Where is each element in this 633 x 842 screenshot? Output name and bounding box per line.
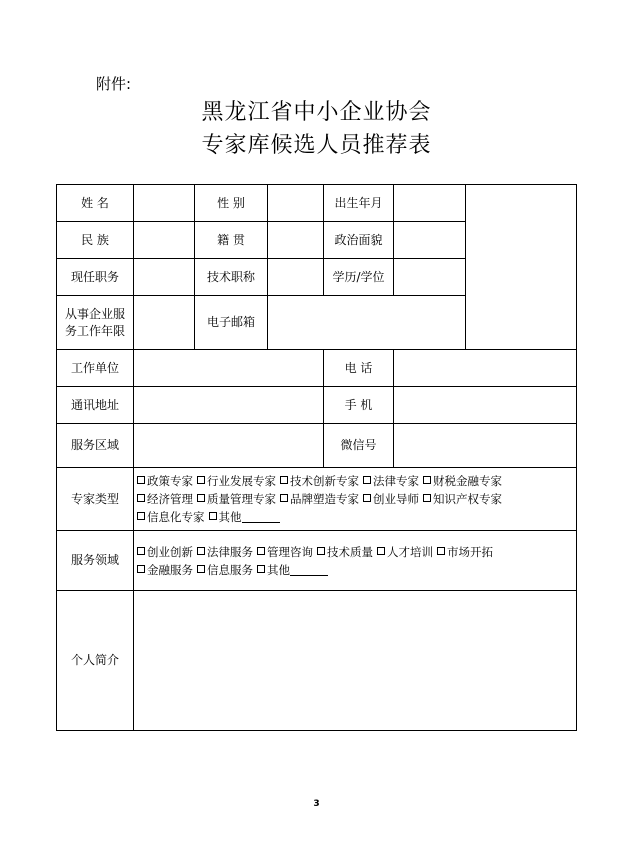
checkbox-icon[interactable]	[363, 494, 371, 502]
expert-type-option[interactable]: 品牌塑造专家	[280, 490, 359, 508]
expert-type-option[interactable]: 财税金融专家	[423, 472, 502, 490]
expert-type-option[interactable]: 信息化专家	[137, 508, 205, 526]
checkbox-icon[interactable]	[280, 494, 288, 502]
expert-type-option[interactable]: 经济管理	[137, 490, 193, 508]
service-years-label: 从事企业服务工作年限	[57, 296, 134, 350]
service-field-label: 服务领域	[57, 531, 134, 591]
other-blank[interactable]	[290, 564, 328, 576]
checkbox-icon[interactable]	[197, 565, 205, 573]
checkbox-icon[interactable]	[209, 512, 217, 520]
gender-field[interactable]	[268, 185, 324, 222]
service-field-option[interactable]: 创业创新	[137, 543, 193, 561]
expert-type-option[interactable]: 知识产权专家	[423, 490, 502, 508]
expert-type-options	[134, 468, 577, 531]
native-place-field[interactable]	[268, 222, 324, 259]
region-field[interactable]	[134, 424, 324, 468]
phone-label: 电 话	[324, 350, 394, 387]
position-field[interactable]	[134, 259, 195, 296]
political-field[interactable]	[394, 222, 466, 259]
profile-field[interactable]	[134, 591, 577, 731]
political-label: 政治面貌	[324, 222, 394, 259]
region-label: 服务区域	[57, 424, 134, 468]
expert-type-option[interactable]: 创业导师	[363, 490, 419, 508]
checkbox-icon[interactable]	[137, 512, 145, 520]
checkbox-icon[interactable]	[197, 547, 205, 555]
form-title-line1: 黑龙江省中小企业协会	[201, 100, 432, 125]
expert-type-option[interactable]: 质量管理专家	[197, 490, 276, 508]
native-place-label: 籍 贯	[195, 222, 268, 259]
birth-field[interactable]	[394, 185, 466, 222]
checkbox-icon[interactable]	[137, 547, 145, 555]
service-field-option[interactable]: 法律服务	[197, 543, 253, 561]
checkbox-icon[interactable]	[437, 547, 445, 555]
wechat-field[interactable]	[394, 424, 577, 468]
form-title-line2: 专家库候选人员推荐表	[201, 133, 432, 158]
email-label: 电子邮箱	[195, 296, 268, 350]
expert-type-label: 专家类型	[57, 468, 134, 531]
checkbox-icon[interactable]	[423, 494, 431, 502]
checkbox-icon[interactable]	[197, 494, 205, 502]
checkbox-icon[interactable]	[137, 565, 145, 573]
tech-title-label: 技术职称	[195, 259, 268, 296]
ethnicity-label: 民 族	[57, 222, 134, 259]
position-label: 现任职务	[57, 259, 134, 296]
mobile-field[interactable]	[394, 387, 577, 424]
photo-area[interactable]	[466, 185, 577, 350]
checkbox-icon[interactable]	[363, 476, 371, 484]
email-field[interactable]	[268, 296, 466, 350]
recommendation-form	[56, 184, 577, 731]
service-field-option[interactable]: 技术质量	[317, 543, 373, 561]
service-field-option[interactable]: 其他	[257, 561, 328, 579]
checkbox-icon[interactable]	[280, 476, 288, 484]
checkbox-icon[interactable]	[257, 547, 265, 555]
checkbox-icon[interactable]	[423, 476, 431, 484]
service-field-options	[134, 531, 577, 591]
wechat-label: 微信号	[324, 424, 394, 468]
phone-field[interactable]	[394, 350, 577, 387]
page-number: 3	[313, 799, 320, 809]
employer-label: 工作单位	[57, 350, 134, 387]
expert-type-option[interactable]: 政策专家	[137, 472, 193, 490]
checkbox-icon[interactable]	[137, 476, 145, 484]
checkbox-icon[interactable]	[197, 476, 205, 484]
ethnicity-field[interactable]	[134, 222, 195, 259]
service-field-option[interactable]: 市场开拓	[437, 543, 493, 561]
birth-label: 出生年月	[324, 185, 394, 222]
expert-type-option[interactable]: 技术创新专家	[280, 472, 359, 490]
checkbox-icon[interactable]	[377, 547, 385, 555]
mobile-label: 手 机	[324, 387, 394, 424]
tech-title-field[interactable]	[268, 259, 324, 296]
other-blank[interactable]	[242, 511, 280, 523]
expert-type-option[interactable]: 其他	[209, 508, 280, 526]
service-field-option[interactable]: 信息服务	[197, 561, 253, 579]
education-field[interactable]	[394, 259, 466, 296]
address-label: 通讯地址	[57, 387, 134, 424]
checkbox-icon[interactable]	[257, 565, 265, 573]
attachment-label: 附件:	[96, 75, 132, 93]
service-field-option[interactable]: 管理咨询	[257, 543, 313, 561]
education-label: 学历/学位	[324, 259, 394, 296]
name-label: 姓 名	[57, 185, 134, 222]
profile-label: 个人简介	[57, 591, 134, 731]
checkbox-icon[interactable]	[317, 547, 325, 555]
address-field[interactable]	[134, 387, 324, 424]
gender-label: 性 别	[195, 185, 268, 222]
name-field[interactable]	[134, 185, 195, 222]
expert-type-option[interactable]: 法律专家	[363, 472, 419, 490]
expert-type-option[interactable]: 行业发展专家	[197, 472, 276, 490]
service-field-option[interactable]: 人才培训	[377, 543, 433, 561]
service-field-option[interactable]: 金融服务	[137, 561, 193, 579]
checkbox-icon[interactable]	[137, 494, 145, 502]
employer-field[interactable]	[134, 350, 324, 387]
service-years-field[interactable]	[134, 296, 195, 350]
